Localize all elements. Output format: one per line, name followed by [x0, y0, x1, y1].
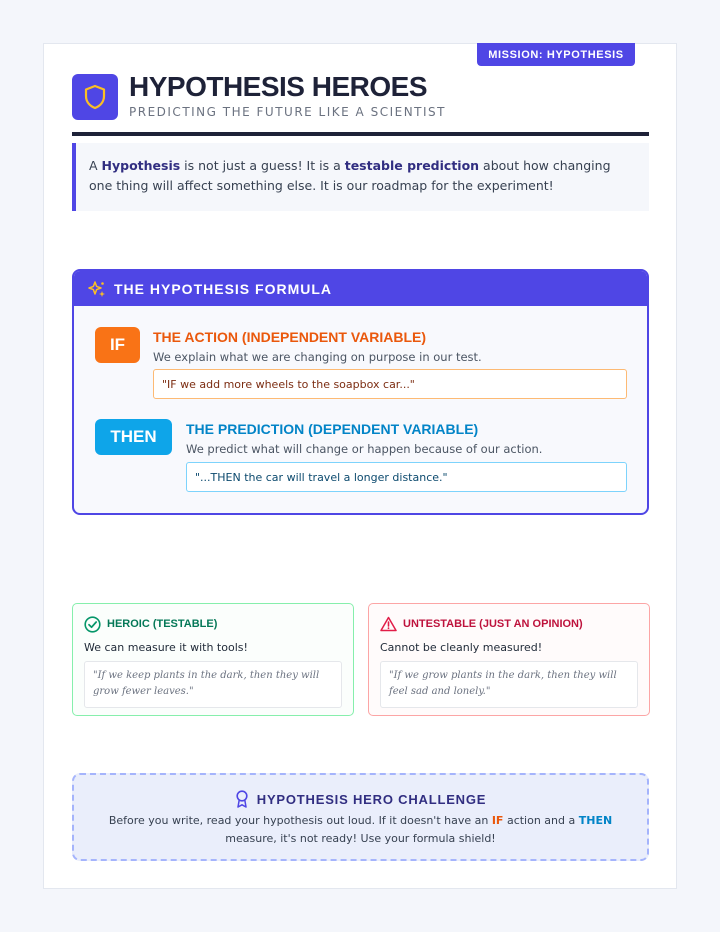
page-title: HYPOTHESIS HEROES	[129, 71, 428, 102]
challenge-text-part: measure, it's not ready! Use your formula shield!	[225, 832, 496, 845]
untestable-heading-row	[380, 616, 638, 632]
award-ribbon-icon	[235, 790, 249, 808]
challenge-heading-row	[74, 790, 647, 808]
if-step-description: We explain what we are changing on purpose in our test.	[153, 350, 482, 364]
then-example: "...THEN the car will travel a longer distance."	[186, 462, 627, 492]
if-example: "IF we add more wheels to the soapbox car..."	[153, 369, 627, 399]
then-badge: THEN	[95, 419, 172, 455]
testable-example: "If we keep plants in the dark, then they will grow fewer leaves."	[84, 661, 342, 708]
challenge-text	[94, 812, 627, 848]
untestable-example: "If we grow plants in the dark, then they will feel sad and lonely."	[380, 661, 638, 708]
testable-subheading: We can measure it with tools!	[84, 641, 248, 654]
challenge-box	[72, 773, 649, 861]
testable-heading: HEROIC (TESTABLE)	[107, 618, 218, 630]
untestable-card	[368, 603, 650, 716]
if-step-title: THE ACTION (INDEPENDENT VARIABLE)	[153, 329, 426, 345]
sparkles-icon	[88, 280, 106, 298]
intro-text: is not just a guess! It is a	[180, 158, 345, 173]
challenge-if-keyword: IF	[491, 814, 504, 827]
challenge-text-part: Before you write, read your hypothesis out loud. If it doesn't have an	[108, 814, 492, 827]
intro-text: A	[89, 158, 102, 173]
intro-term: Hypothesis	[101, 158, 181, 173]
header-divider	[72, 132, 649, 136]
warning-icon	[380, 616, 397, 632]
formula-header	[74, 271, 647, 306]
page-subtitle: PREDICTING THE FUTURE LIKE A SCIENTIST	[129, 105, 446, 119]
then-step-description: We predict what will change or happen because of our action.	[186, 442, 543, 456]
untestable-heading: UNTESTABLE (JUST AN OPINION)	[403, 618, 583, 630]
testable-card	[72, 603, 354, 716]
if-badge: IF	[95, 327, 140, 363]
check-circle-icon	[84, 616, 101, 633]
logo-badge	[72, 74, 118, 120]
worksheet-page	[43, 43, 677, 889]
untestable-subheading: Cannot be cleanly measured!	[380, 641, 543, 654]
formula-panel	[72, 269, 649, 515]
intro-term: testable prediction	[344, 158, 480, 173]
formula-heading: THE HYPOTHESIS FORMULA	[114, 280, 333, 297]
intro-callout	[72, 143, 649, 211]
challenge-heading: HYPOTHESIS HERO CHALLENGE	[256, 791, 487, 807]
then-step-title: THE PREDICTION (DEPENDENT VARIABLE)	[186, 421, 479, 437]
mission-tag: MISSION: HYPOTHESIS	[477, 43, 635, 66]
intro-text: about how changing one thing will affect something else. It is our roadmap for the experiment!	[89, 158, 611, 193]
shield-icon	[83, 84, 107, 110]
testable-heading-row	[84, 616, 342, 632]
challenge-text-part: action and a	[503, 814, 579, 827]
challenge-then-keyword: THEN	[578, 814, 613, 827]
